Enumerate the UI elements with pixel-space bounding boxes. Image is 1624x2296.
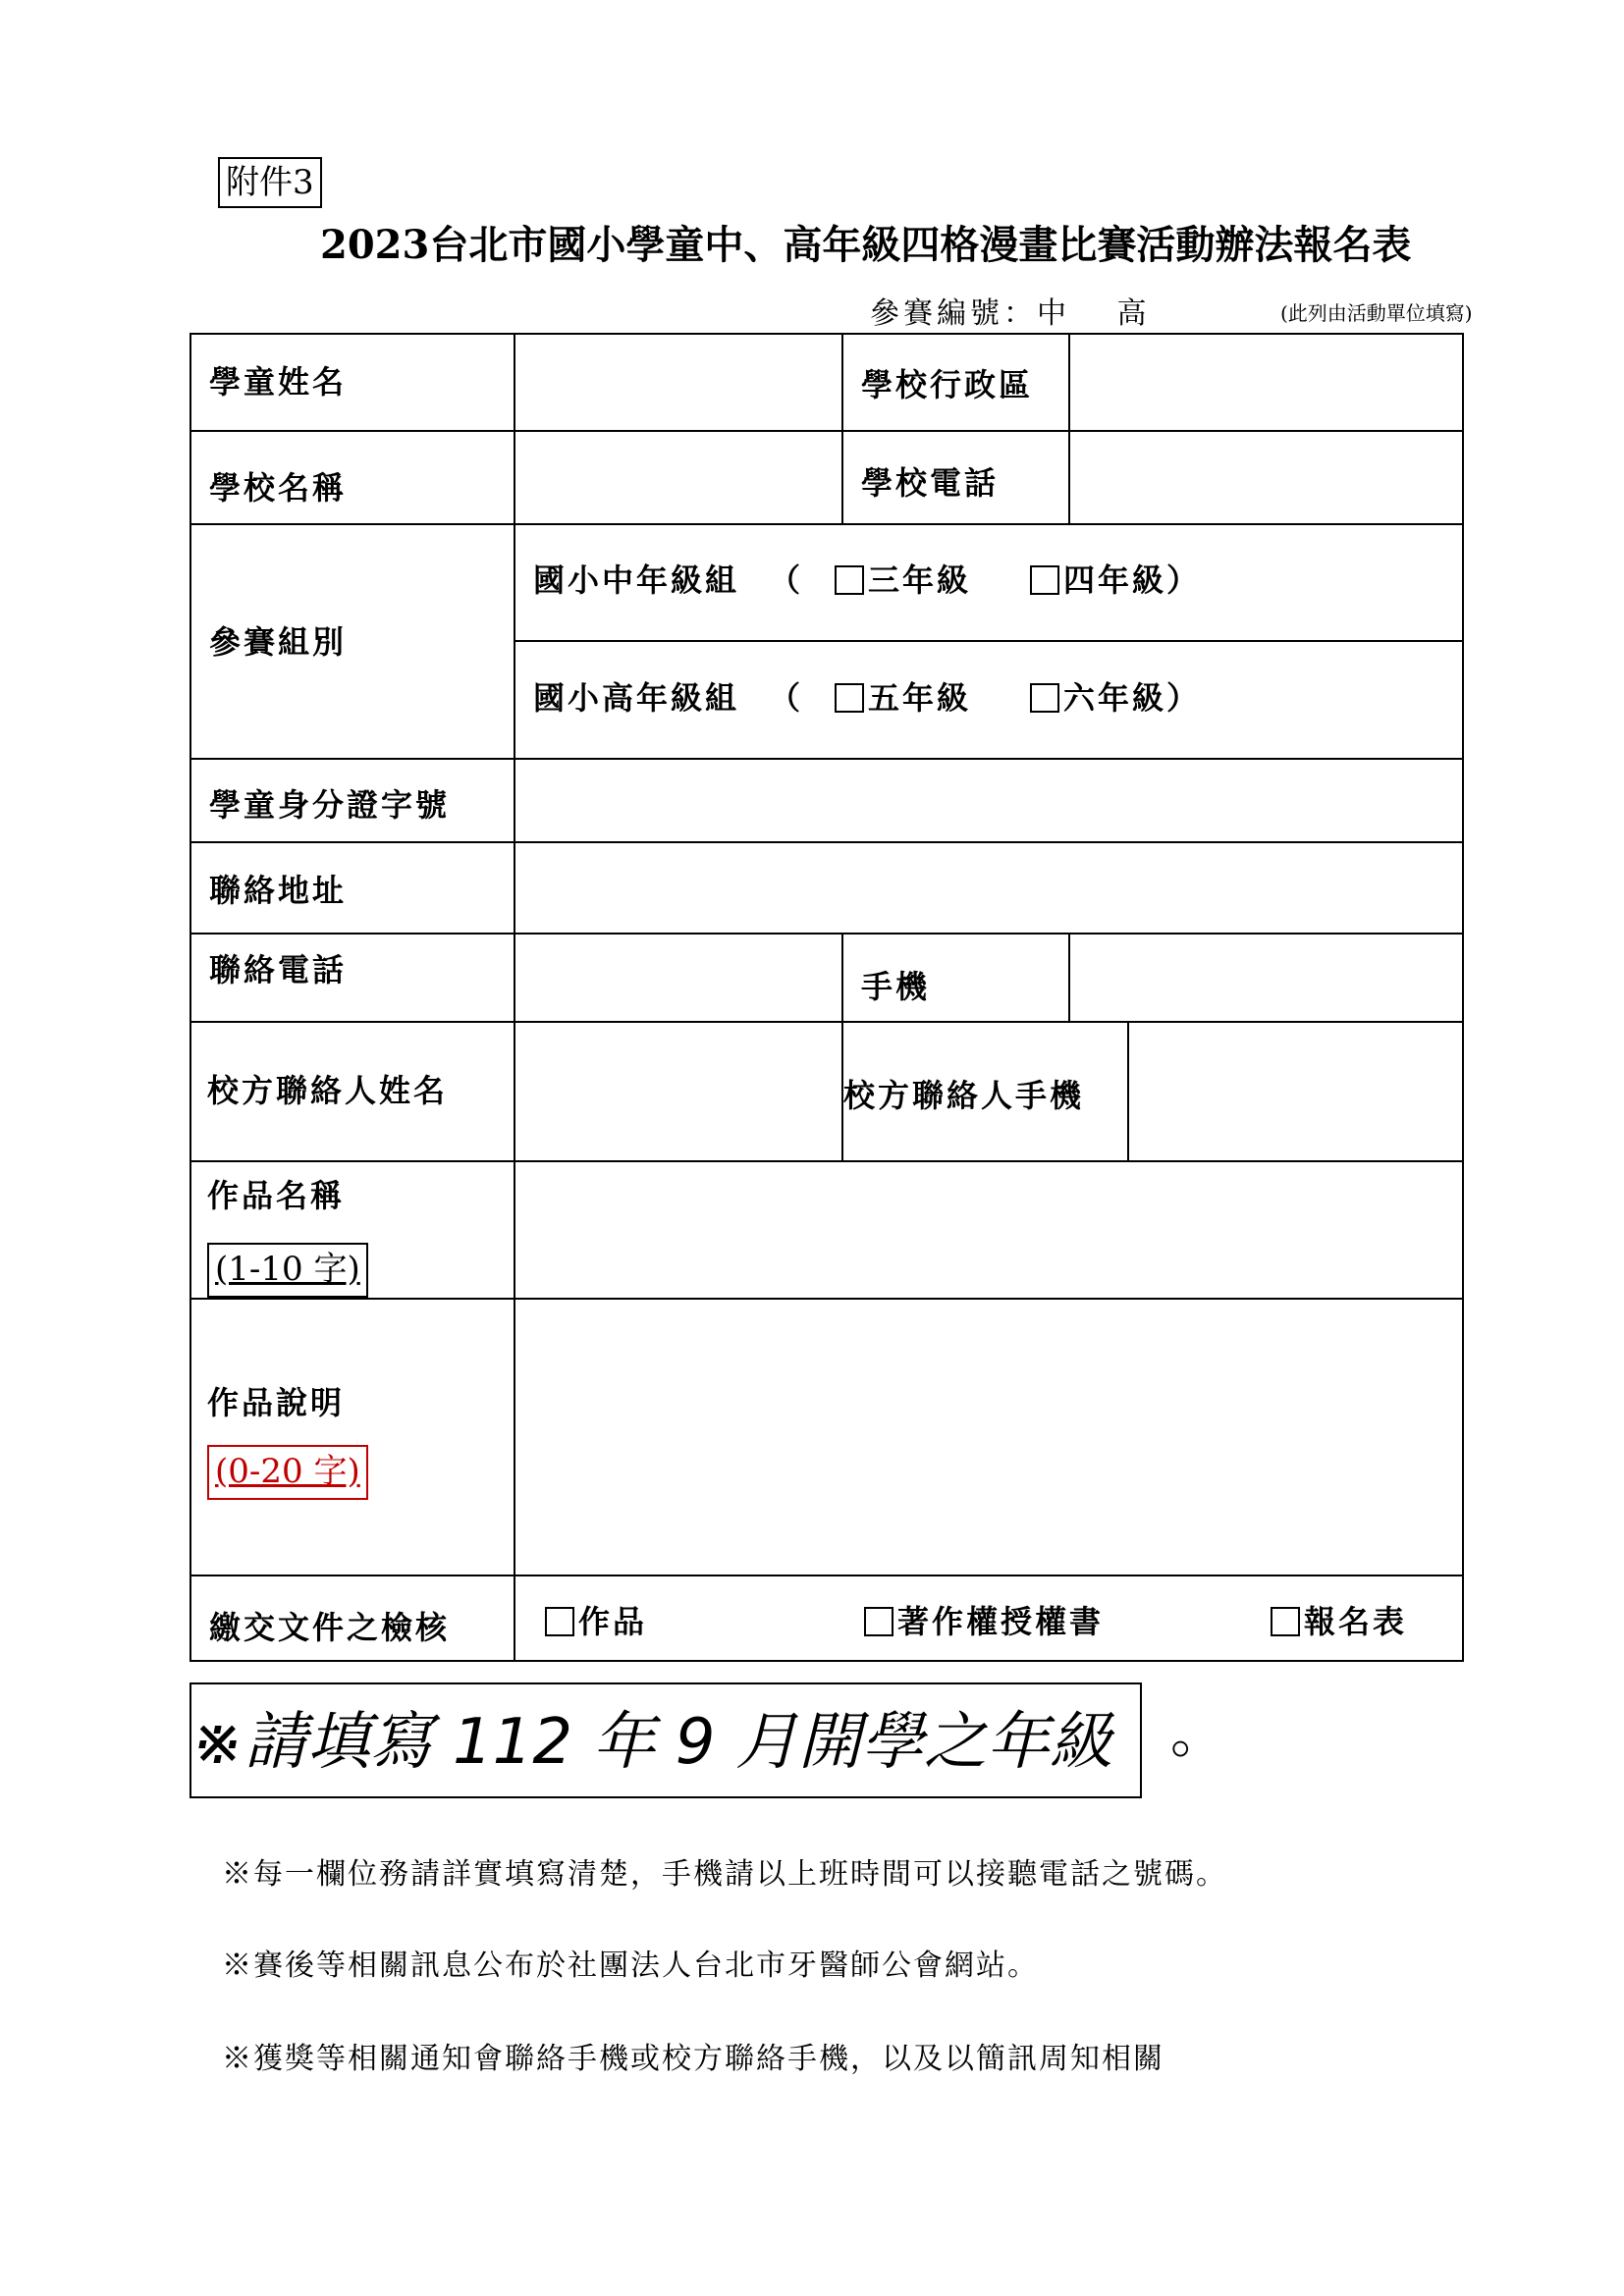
high-group-label: 國小高年級組	[533, 679, 740, 717]
group-label: 參賽組別	[209, 623, 348, 661]
entry-number-label: 參賽編號：中 高	[870, 296, 1151, 331]
column-divider	[1127, 1021, 1129, 1160]
note-results-announcement: ※賽後等相關訊息公布於社團法人台北市牙醫師公會網站。	[222, 1949, 1039, 1983]
table-border-left	[189, 333, 191, 1662]
grade-reminder: ※請填寫 112 年 9 月開學之年級	[189, 1682, 1142, 1798]
documents-check-label: 繳交文件之檢核	[209, 1609, 451, 1646]
middle-group-row	[533, 556, 1201, 601]
contact-phone-label: 聯絡電話	[209, 951, 348, 988]
row-divider	[189, 1575, 1464, 1576]
row-divider	[514, 640, 1464, 642]
column-divider	[1068, 333, 1070, 523]
row-divider	[189, 1021, 1464, 1023]
doc-copyright-option	[864, 1597, 1104, 1642]
row-divider	[189, 1298, 1464, 1300]
checkbox-doc-work[interactable]	[545, 1607, 574, 1636]
attachment-label: 附件3	[218, 157, 322, 208]
grade-6-label: 六年級）	[1063, 679, 1202, 717]
grade-3-label: 三年級	[868, 561, 972, 599]
school-contact-mobile-label: 校方聯絡人手機	[843, 1077, 1085, 1114]
column-divider	[841, 333, 843, 523]
grade-4-label: 四年級）	[1063, 561, 1202, 599]
checkbox-grade-3[interactable]	[835, 565, 864, 595]
school-phone-label: 學校電話	[861, 464, 1000, 502]
doc-work-option	[545, 1597, 647, 1642]
work-description-label: 作品說明	[207, 1384, 346, 1421]
doc-registration-option	[1271, 1597, 1407, 1642]
note-fill-clearly: ※每一欄位務請詳實填寫清楚，手機請以上班時間可以接聽電話之號碼。	[222, 1857, 1227, 1892]
student-id-label: 學童身分證字號	[209, 786, 451, 824]
row-divider	[189, 430, 1464, 432]
doc-copyright-label: 著作權授權書	[897, 1603, 1105, 1640]
doc-registration-label: 報名表	[1304, 1603, 1408, 1640]
address-label: 聯絡地址	[209, 872, 348, 909]
table-border-right	[1462, 333, 1464, 1662]
column-divider	[1068, 933, 1070, 1021]
work-title-length-limit: (1-10 字)	[207, 1243, 368, 1298]
checkbox-doc-registration[interactable]	[1271, 1607, 1300, 1636]
school-name-label: 學校名稱	[209, 469, 348, 507]
mobile-label: 手機	[861, 968, 931, 1005]
column-divider	[514, 333, 515, 1660]
grade-reminder-period: 。	[1170, 1702, 1225, 1766]
row-divider	[189, 933, 1464, 934]
school-contact-name-label: 校方聯絡人姓名	[207, 1072, 449, 1109]
checkbox-grade-5[interactable]	[835, 683, 864, 713]
note-award-notification: ※獲獎等相關通知會聯絡手機或校方聯絡手機，以及以簡訊周知相關	[222, 2042, 1164, 2076]
column-divider	[841, 933, 843, 1160]
row-divider	[189, 1160, 1464, 1162]
grade-5-label: 五年級	[868, 679, 972, 717]
row-divider	[189, 523, 1464, 525]
work-description-length-limit: (0-20 字)	[207, 1445, 368, 1500]
checkbox-grade-6[interactable]	[1030, 683, 1059, 713]
doc-work-label: 作品	[578, 1603, 648, 1640]
checkbox-grade-4[interactable]	[1030, 565, 1059, 595]
high-group-row	[533, 673, 1201, 719]
student-name-label: 學童姓名	[209, 363, 348, 400]
open-paren: （	[769, 561, 804, 599]
row-divider	[189, 841, 1464, 843]
middle-group-label: 國小中年級組	[533, 561, 740, 599]
form-title: 2023台北市國小學童中、高年級四格漫畫比賽活動辦法報名表	[320, 222, 1412, 268]
open-paren: （	[769, 679, 804, 717]
table-border-bottom	[189, 1660, 1464, 1662]
row-divider	[189, 758, 1464, 760]
work-title-label: 作品名稱	[207, 1177, 346, 1214]
school-district-label: 學校行政區	[861, 366, 1034, 403]
table-border-top	[189, 333, 1464, 335]
entry-number-note: (此列由活動單位填寫)	[1280, 301, 1473, 325]
checkbox-doc-copyright[interactable]	[864, 1607, 893, 1636]
